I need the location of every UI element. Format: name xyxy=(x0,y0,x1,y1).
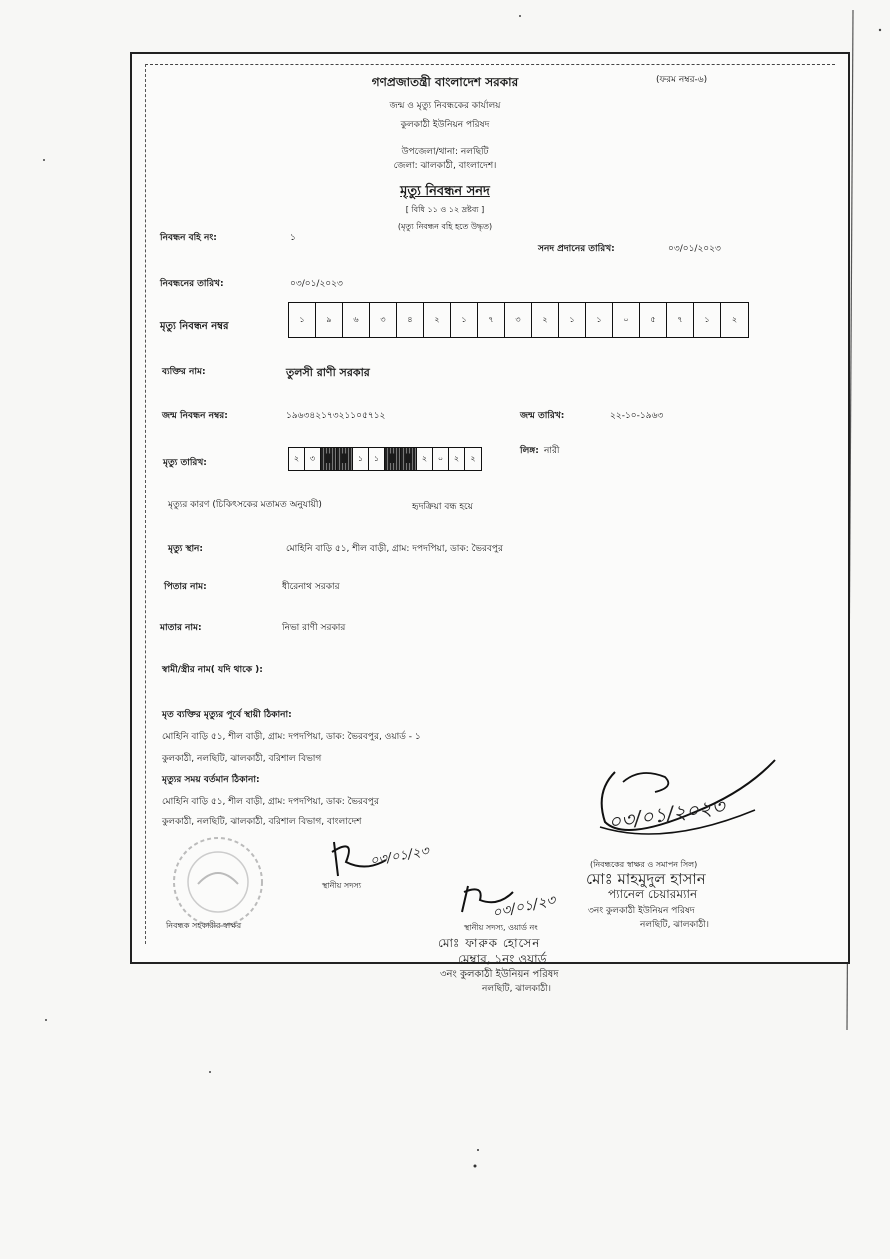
assistant-sign-date: ০৩/০১/২৩ xyxy=(368,843,431,870)
current-address-line1: মোহিনি বাড়ি ৫১, শীল বাড়ী, গ্রাম: দপদপিয়া, ডাক: ভৈরবপুর xyxy=(162,797,379,807)
deathno-digit: ১ xyxy=(586,303,613,337)
father-label: পিতার নাম: xyxy=(164,582,207,592)
reg-date-label: নিবন্ধনের তারিখ: xyxy=(160,279,224,289)
father-value: ধীরেনাথ সরকার xyxy=(282,582,340,592)
deathno-digit: ৭ xyxy=(667,303,694,337)
deathdate-digit: ২ xyxy=(470,454,476,463)
birth-date-value: ২২-১০-১৯৬৩ xyxy=(610,411,664,421)
deathno-digit: ৩ xyxy=(370,303,397,337)
office-name: জন্ম ও মৃত্যু নিবন্ধকের কার্যালয় xyxy=(389,101,501,111)
prev-address-line1: মোহিনি বাড়ি ৫১, শীল বাড়ী, গ্রাম: দপদপিয়া, ডাক: ভৈরবপুর, ওয়ার্ড - ১ xyxy=(162,732,421,742)
deathdate-digit: ৩ xyxy=(305,448,321,470)
reg-date-value: ০৩/০১/২০২৩ xyxy=(290,279,343,289)
deathdate-digit: ২ xyxy=(417,448,433,470)
registrar-caption: (নিবন্ধকের স্বাক্ষর ও সমাপন সিল) xyxy=(590,860,698,869)
member-title: মেম্বার, ১নং ওয়ার্ড xyxy=(458,952,547,966)
deathdate-digit: █ xyxy=(337,448,353,470)
death-no-label: মৃত্যু নিবন্ধন নম্বর xyxy=(160,321,229,332)
deathdate-digit: ১ xyxy=(353,448,369,470)
deathno-digit: ২ xyxy=(424,303,451,337)
name-label: ব্যক্তির নাম: xyxy=(162,367,206,377)
source-note: (মৃত্যু নিবন্ধন বহি হতে উদ্ধৃত) xyxy=(397,222,493,231)
registrar-title: প্যানেল চেয়ারম্যান xyxy=(608,887,698,901)
registrar-org: ৩নং কুলকাঠী ইউনিয়ন পরিষদ xyxy=(588,906,695,916)
mother-value: নিভা রাণী সরকার xyxy=(282,623,346,633)
certificate-title: মৃত্যু নিবন্ধন সনদ xyxy=(400,184,490,199)
deathdate-digit: █ xyxy=(321,448,337,470)
prev-address-label: মৃত ব্যক্তির মৃত্যুর পূর্বে স্থায়ী ঠিকানা: xyxy=(162,710,292,720)
deathno-digit: ২ xyxy=(532,303,559,337)
upazila: উপজেলা/থানা: নলছিটি xyxy=(401,147,489,157)
district: জেলা: ঝালকাঠী, বাংলাদেশ। xyxy=(393,161,497,171)
registrar-name: মোঃ মাহমুদুল হাসান xyxy=(586,870,706,888)
cause-label: মৃত্যুর কারণ (চিকিৎসকের মতামত অনুযায়ী) xyxy=(168,500,322,510)
deathno-digit: ১ xyxy=(559,303,586,337)
death-date-boxes xyxy=(288,447,482,471)
rule-reference: [ বিধি ১১ ও ১২ দ্রষ্টব্য ] xyxy=(405,205,485,214)
govt-title: গণপ্রজাতন্ত্রী বাংলাদেশ সরকার xyxy=(371,75,519,89)
birth-no-label: জন্ম নিবন্ধন নম্বর: xyxy=(162,411,228,421)
form-number: (ফরম নম্বর-৬) xyxy=(656,75,708,85)
deathdate-digit: █ xyxy=(401,448,417,470)
office-seal-icon xyxy=(158,832,278,932)
deathno-digit: ১ xyxy=(694,303,721,337)
place-label: মৃত্যু স্থান: xyxy=(168,544,204,554)
deathdate-digit: ০ xyxy=(433,448,449,470)
mid-caption-2: স্থানীয় সদস্য, ওয়ার্ড নং xyxy=(464,923,538,932)
birth-no-value: ১৯৬৩৪২১৭৩২১১০৫৭১২ xyxy=(286,411,386,421)
left-caption: নিবন্ধক সহকারীর স্বাক্ষর xyxy=(166,921,242,930)
deathno-digit: ৯ xyxy=(316,303,343,337)
mother-label: মাতার নাম: xyxy=(160,623,202,633)
deathdate-digit: ২ xyxy=(449,448,465,470)
deathno-digit: ১ xyxy=(451,303,478,337)
registrar-place: নলছিটি, ঝালকাঠী। xyxy=(640,920,709,930)
mid-caption: স্থানীয় সদস্য xyxy=(322,881,362,890)
deathdate-digit: ২ xyxy=(289,448,305,470)
deathno-digit: ৩ xyxy=(505,303,532,337)
deathno-digit: ৭ xyxy=(478,303,505,337)
deathno-digit: ৪ xyxy=(397,303,424,337)
deathno-digit: ৬ xyxy=(343,303,370,337)
deathno-digit: ০ xyxy=(613,303,640,337)
issue-date-value: ০৩/০১/২০২৩ xyxy=(668,244,721,254)
death-no-boxes xyxy=(288,302,749,338)
member-name: মোঃ ফারুক হোসেন xyxy=(438,936,541,950)
current-address-line2: কুলকাঠী, নলছিটি, ঝালকাঠী, বরিশাল বিভাগ, বাংলাদেশ xyxy=(162,817,362,827)
book-no-value: ১ xyxy=(290,233,296,243)
registrar-sign-date: ০৩/০১/২০২৩ xyxy=(606,793,727,835)
book-no-label: নিবন্ধন বহি নং: xyxy=(160,233,217,243)
birth-date-label: জন্ম তারিখ: xyxy=(520,411,565,421)
deathno-digit: ৫ xyxy=(640,303,667,337)
gender-value: নারী xyxy=(544,446,560,456)
deathdate-digit: ১ xyxy=(369,448,385,470)
deathdate-digit: █ xyxy=(385,448,401,470)
member-org: ৩নং কুলকাঠী ইউনিয়ন পরিষদ xyxy=(440,969,559,980)
place-value: মোহিনি বাড়ি ৫১, শীল বাড়ী, গ্রাম: দপদপিয়া, ডাক: ভৈরবপুর xyxy=(286,544,503,554)
cause-value: হৃদক্রিয়া বন্ধ হয়ে xyxy=(412,502,473,512)
deathno-digit: ১ xyxy=(289,303,316,337)
council-name: কুলকাঠী ইউনিয়ন পরিষদ xyxy=(400,120,490,130)
death-date-label: মৃত্যু তারিখ: xyxy=(163,458,207,468)
member-sign-date: ০৩/০১/২৩ xyxy=(491,892,558,922)
deathno-digit: ২ xyxy=(731,315,738,324)
current-address-label: মৃত্যুর সময় বর্তমান ঠিকানা: xyxy=(162,775,260,785)
spouse-label: স্বামী/স্ত্রীর নাম( যদি থাকে ): xyxy=(162,665,263,675)
issue-date-label: সনদ প্রদানের তারিখ: xyxy=(538,244,615,254)
member-place: নলছিটি, ঝালকাঠী। xyxy=(482,984,551,994)
gender-label: লিঙ্গ: xyxy=(520,446,539,456)
prev-address-line2: কুলকাঠী, নলছিটি, ঝালকাঠী, বরিশাল বিভাগ xyxy=(162,754,322,764)
name-value: তুলসী রাণী সরকার xyxy=(286,366,370,379)
